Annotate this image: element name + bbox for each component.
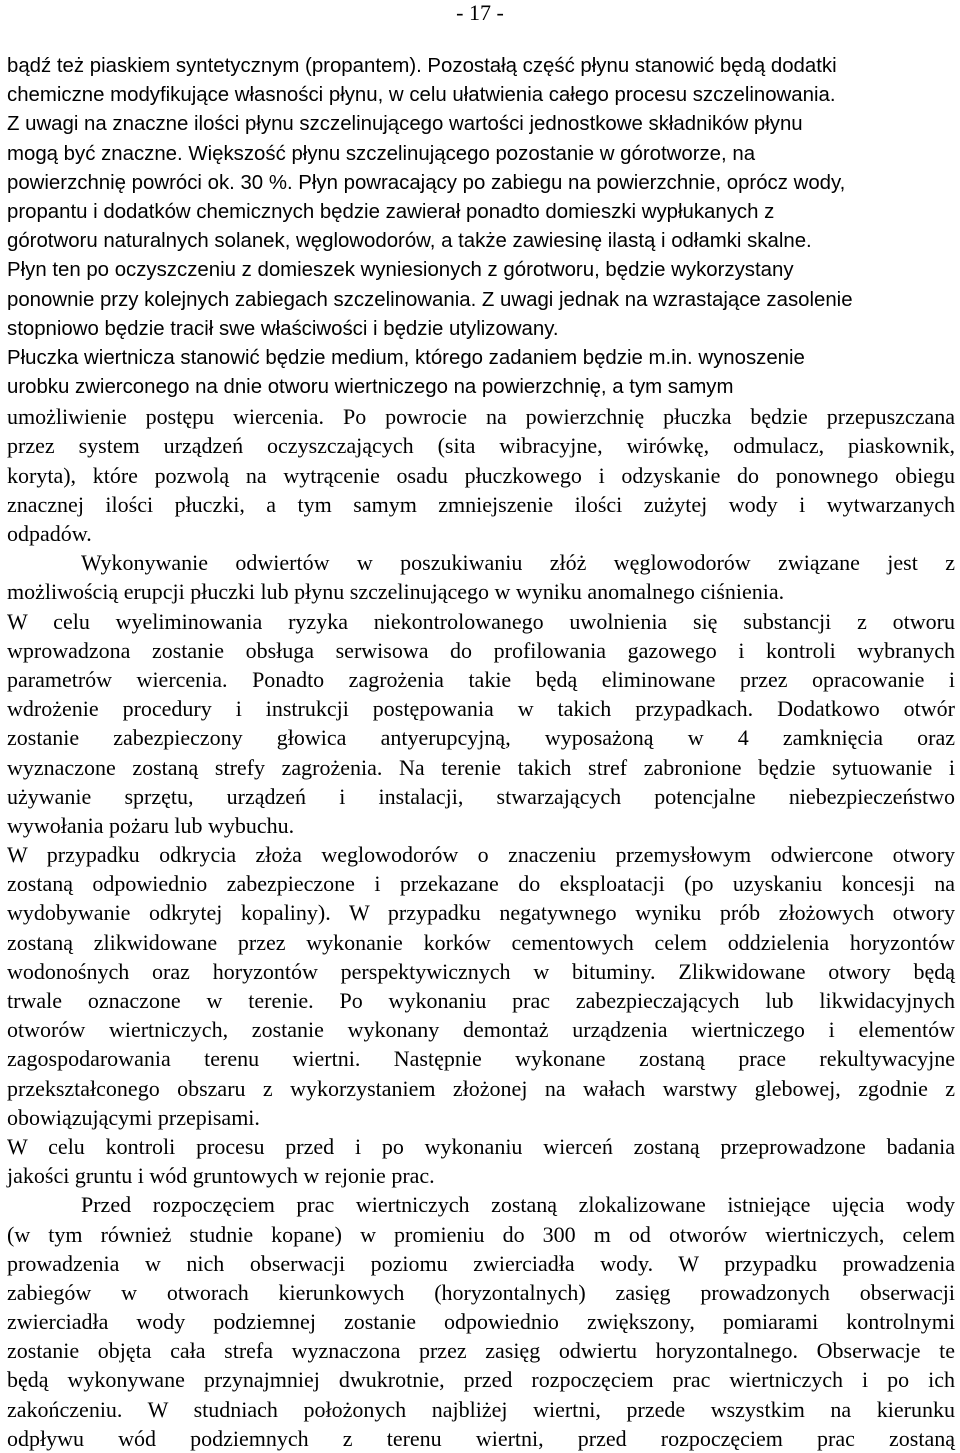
- text-line: umożliwienie postępu wiercenia. Po powrocie na powierzchnię płuczka będzie przepuszczana: [7, 404, 955, 430]
- text-line: odpływu wód podziemnych z terenu wiertni, przed rozpoczęciem prac zostaną: [7, 1425, 955, 1451]
- text-line: Płyn ten po oczyszczeniu z domieszek wyniesionych z górotworu, będzie wykorzystany: [7, 259, 794, 282]
- text-line: zostanie zabezpieczony głowica antyerupcyjną, wyposażoną w 4 zamknięcia oraz: [7, 725, 955, 751]
- text-line: Z uwagi na znaczne ilości płynu szczelinującego wartości jednostkowe składników płynu: [7, 113, 803, 136]
- text-line: będą wykonywane przynajmniej dwukrotnie, przed rozpoczęciem prac wiertniczych i po ich: [7, 1367, 955, 1393]
- text-line: (w tym również studnie kopane) w promieniu do 300 m od otworów wiertniczych, celem: [7, 1221, 955, 1247]
- text-line: otworów wiertniczych, zostanie wykonany demontaż urządzenia wiertniczego i elementów: [7, 1017, 955, 1043]
- text-line: przekształconego obszaru z wykorzystaniem złożonej na wałach warstwy glebowej, zgodnie z: [7, 1075, 955, 1101]
- text-line: przez system urządzeń oczyszczających (sita wibracyjne, wirówkę, odmulacz, piaskownik,: [7, 433, 955, 459]
- text-line: wprowadzona zostanie obsługa serwisowa do profilowania gazowego i kontroli wybranych: [7, 637, 955, 663]
- text-line: wydobywanie odkrytej kopaliny). W przypadku negatywnego wyniku prób złożowych otwory: [7, 900, 955, 926]
- text-line: stopniowo będzie tracił swe właściwości i będzie utylizowany.: [7, 317, 559, 340]
- text-line: W celu kontroli procesu przed i po wykonaniu wierceń zostaną przeprowadzone badania: [7, 1133, 955, 1159]
- text-line: obowiązującymi przepisami.: [7, 1104, 260, 1130]
- text-line: zakończeniu. W studniach położonych najbliżej wiertni, przede wszystkim na kierunku: [7, 1396, 955, 1422]
- text-line: zagospodarowania terenu wiertni. Następnie wykonane zostaną prace rekultywacyjne: [7, 1046, 955, 1072]
- text-line: zostaną odpowiednio zabezpieczone i przekazane do eksploatacji (po uzyskaniu koncesji na: [7, 871, 955, 897]
- text-line: górotworu naturalnych solanek, węglowodorów, a także zawiesinę ilastą i odłamki skalne.: [7, 230, 812, 253]
- text-line: zostaną zlikwidowane przez wykonanie korków cementowych celem oddzielenia horyzontów: [7, 929, 955, 955]
- text-line: Płuczka wiertnicza stanowić będzie medium, którego zadaniem będzie m.in. wynoszenie: [7, 346, 805, 369]
- text-line: parametrów wiercenia. Ponadto zagrożenia takie będą eliminowane przez opracowanie i: [7, 666, 955, 692]
- text-line: zabiegów w otworach kierunkowych (horyzontalnych) zasięg prowadzonych obserwacji: [7, 1279, 955, 1305]
- text-line: urobku zwierconego na dnie otworu wiertniczego na powierzchnię, a tym samym: [7, 376, 734, 399]
- text-line: wyznaczone zostaną strefy zagrożenia. Na terenie takich stref zabronione będzie sytuowanie i: [7, 754, 955, 780]
- text-line: Wykonywanie odwiertów w poszukiwaniu złóż węglowodorów związane jest z: [81, 550, 955, 576]
- text-line: ponownie przy kolejnych zabiegach szczelinowania. Z uwagi jednak na wzrastające zasolenie: [7, 288, 853, 311]
- text-line: koryta), które pozwolą na wytrącenie osadu płuczkowego i odzyskanie do ponownego obiegu: [7, 462, 955, 488]
- text-line: propantu i dodatków chemicznych będzie zawierał ponadto domieszki wypłukanych z: [7, 200, 775, 223]
- text-line: wywołania pożaru lub wybuchu.: [7, 812, 295, 838]
- text-line: odpadów.: [7, 521, 92, 546]
- text-line: zostanie objęta cała strefa wyznaczona przez zasięg odwiertu horyzontalnego. Obserwacje te: [7, 1338, 955, 1364]
- text-line: chemiczne modyfikujące własności płynu, w celu ułatwienia całego procesu szczelinowania.: [7, 84, 836, 107]
- text-line: Przed rozpoczęciem prac wiertniczych zostaną zlokalizowane istniejące ujęcia wody: [81, 1192, 955, 1218]
- document-body: [7, 52, 955, 1453]
- text-line: używanie sprzętu, urządzeń i instalacji, stwarzających potencjalne niebezpieczeństwo: [7, 783, 955, 809]
- text-line: możliwością erupcji płuczki lub płynu szczelinującego w wyniku anomalnego ciśnienia.: [7, 579, 785, 605]
- text-line: W przypadku odkrycia złoża weglowodorów o znaczeniu przemysłowym odwiercone otwory: [7, 842, 955, 868]
- text-line: prowadzenia w nich obserwacji poziomu zwierciadła wody. W przypadku prowadzenia: [7, 1250, 955, 1276]
- text-line: W celu wyeliminowania ryzyka niekontrolowanego uwolnienia się substancji z otworu: [7, 608, 955, 634]
- text-line: zwierciadła wody podziemnej zostanie odpowiednio zwiększony, pomiarami kontrolnymi: [7, 1309, 955, 1335]
- text-line: bądź też piaskiem syntetycznym (propantem). Pozostałą część płynu stanowić będą dodatki: [7, 55, 837, 77]
- text-line: mogą być znaczne. Większość płynu szczelinującego pozostanie w górotworze, na: [7, 142, 756, 165]
- text-line: wodonośnych oraz horyzontów perspektywicznych w bituminy. Zlikwidowane otwory będą: [7, 958, 955, 984]
- text-line: znacznej ilości płuczki, a tym samym zmniejszenie ilości zużytej wody i wytwarzanych: [7, 491, 955, 517]
- page-number: - 17 -: [456, 0, 504, 25]
- text-line: trwale oznaczone w terenie. Po wykonaniu prac zabezpieczających lub likwidacyjnych: [7, 988, 955, 1013]
- text-line: jakości gruntu i wód gruntowych w rejonie prac.: [7, 1163, 435, 1189]
- text-line: powierzchnię powróci ok. 30 %. Płyn powracający po zabiegu na powierzchnie, oprócz wody,: [7, 171, 846, 194]
- text-line: wdrożenie procedury i instrukcji postępowania w takich przypadkach. Dodatkowo otwór: [7, 696, 955, 722]
